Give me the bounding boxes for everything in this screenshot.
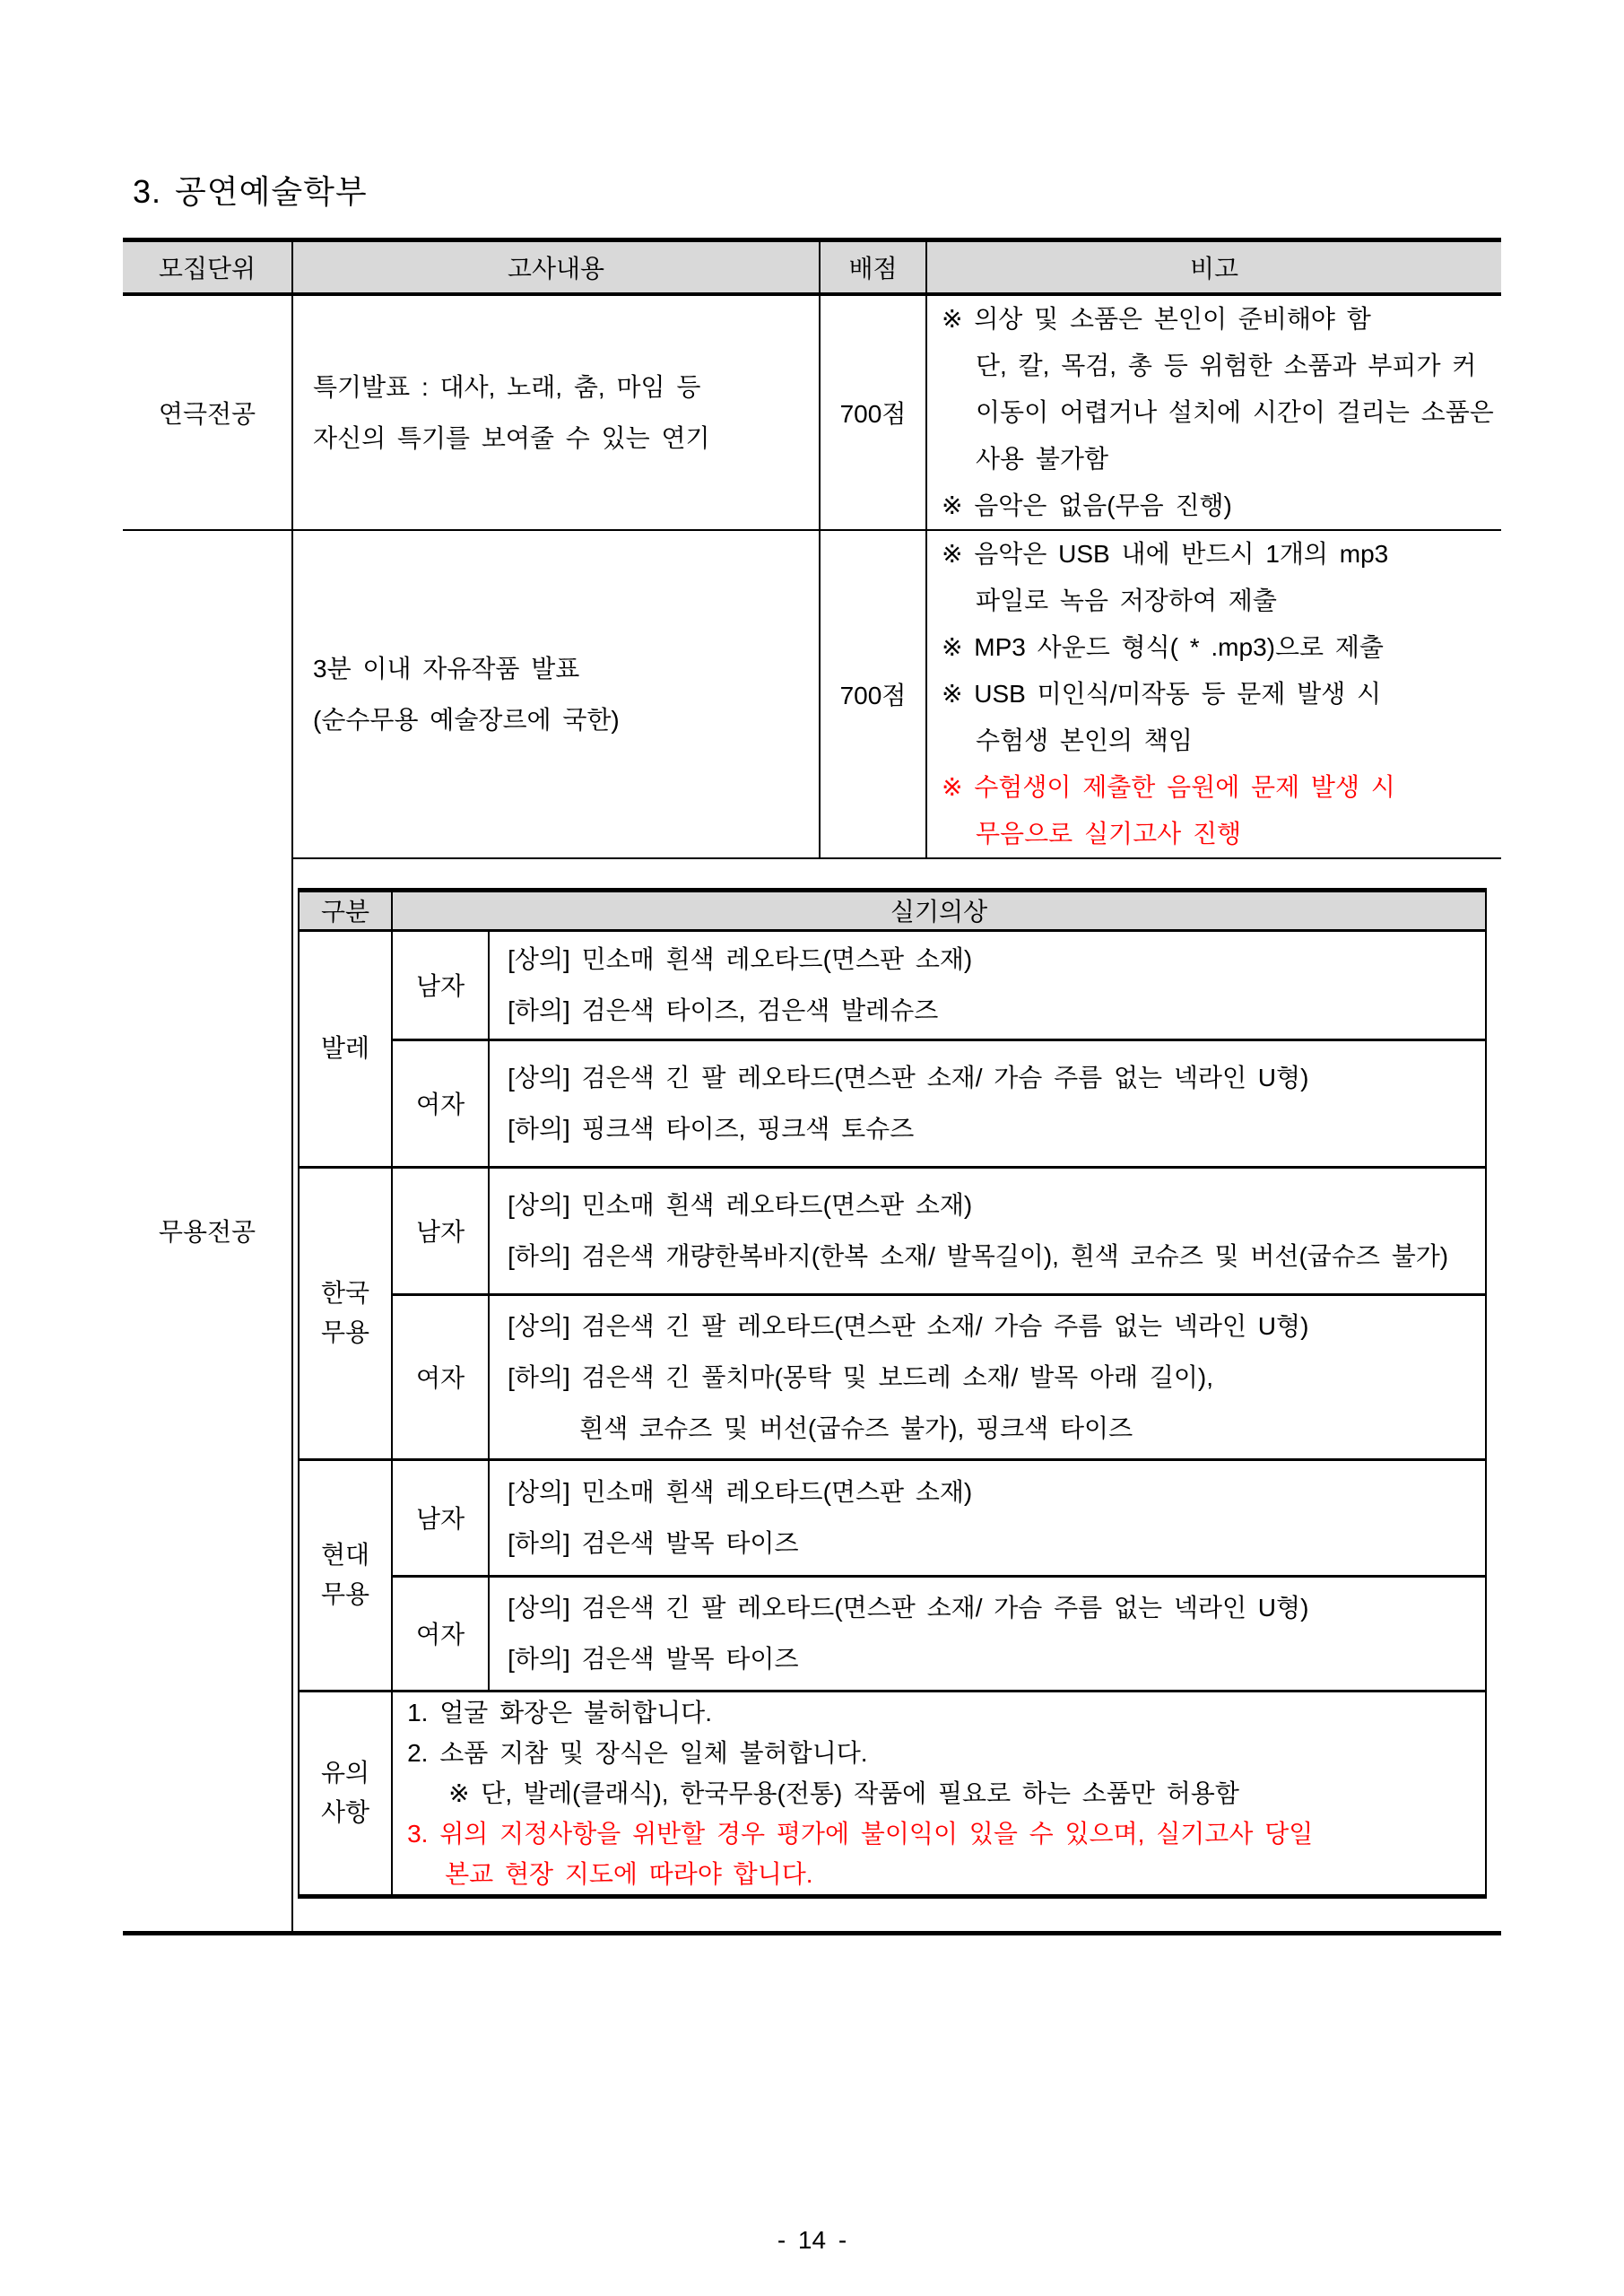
modern-dance-female-costume-cell: [489, 1576, 1486, 1691]
costume-line: [하의] 핑크색 타이즈, 핑크색 토슈즈: [508, 1115, 915, 1143]
header-points: 배점: [820, 240, 926, 294]
costume-line: [하의] 검은색 발목 타이즈: [508, 1529, 799, 1557]
ballet-female-costume-cell: [489, 1039, 1486, 1167]
costume-line: [하의] 검은색 긴 풀치마(몽탁 및 보드레 소재/ 발목 아래 길이),: [508, 1362, 1214, 1391]
korean-dance-male-label: 남자: [392, 1167, 489, 1294]
dance-note-cell: [926, 530, 1501, 858]
costume-area-row: [123, 858, 1501, 1934]
korean-dance-label-cell: [299, 1167, 392, 1459]
category-label: 현대: [320, 1541, 370, 1569]
theater-note-cell: [926, 294, 1501, 530]
notice-line-red: 본교 현장 지도에 따라야 합니다.: [445, 1859, 813, 1888]
dance-content-cell: [292, 530, 820, 858]
note-line-red: ※ 수험생이 제출한 음원에 문제 발생 시: [942, 772, 1395, 801]
theater-points-cell: 700점: [820, 294, 926, 530]
dance-unit-cell: 무용전공: [123, 530, 292, 1934]
notice-row: [299, 1691, 1486, 1896]
exam-table-wrapper: [123, 238, 1501, 1935]
korean-dance-male-costume-cell: [489, 1167, 1486, 1294]
note-line: ※ 음악은 없음(무음 진행): [942, 491, 1232, 519]
modern-dance-male-row: [299, 1459, 1486, 1576]
header-unit: 모집단위: [123, 240, 292, 294]
header-category: 구분: [299, 890, 392, 930]
korean-dance-male-row: [299, 1167, 1486, 1294]
costume-line: [하의] 검은색 타이즈, 검은색 발레슈즈: [508, 996, 939, 1024]
category-label: 무용: [320, 1318, 370, 1346]
theater-content-cell: [292, 294, 820, 530]
theater-unit-cell: 연극전공: [123, 294, 292, 530]
costume-line: 흰색 코슈즈 및 버선(굽슈즈 불가), 핑크색 타이즈: [579, 1413, 1133, 1442]
note-line: 이동이 어렵거나 설치에 시간이 걸리는 소품은: [976, 397, 1494, 426]
note-line: ※ USB 미인식/미작동 등 문제 발생 시: [942, 679, 1382, 708]
ballet-male-costume-cell: [489, 930, 1486, 1039]
modern-dance-female-row: [299, 1576, 1486, 1691]
costume-table: [298, 888, 1487, 1899]
costume-line: [상의] 검은색 긴 팔 레오타드(면스판 소재/ 가슴 주름 없는 넥라인 U형): [508, 1594, 1309, 1622]
ballet-female-label: 여자: [392, 1039, 489, 1167]
theater-content-line: 자신의 특기를 보여줄 수 있는 연기: [313, 423, 710, 452]
dance-points-cell: 700점: [820, 530, 926, 858]
modern-dance-label-cell: [299, 1459, 392, 1691]
header-costume: 실기의상: [392, 890, 1486, 930]
modern-dance-male-costume-cell: [489, 1459, 1486, 1576]
ballet-male-row: [299, 930, 1486, 1039]
costume-line: [상의] 민소매 흰색 레오타드(면스판 소재): [508, 945, 973, 973]
notice-content-cell: [392, 1691, 1486, 1896]
header-note: 비고: [926, 240, 1501, 294]
header-content: 고사내용: [292, 240, 820, 294]
dance-content-line: (순수무용 예술장르에 국한): [313, 705, 620, 734]
dance-row: [123, 530, 1501, 858]
notice-line: ※ 단, 발레(클래식), 한국무용(전통) 작품에 필요로 하는 소품만 허용함: [448, 1779, 1239, 1807]
notice-line-red: 3. 위의 지정사항을 위반할 경우 평가에 불이익이 있을 수 있으며, 실기고사 당일: [407, 1819, 1314, 1848]
ballet-label-cell: [299, 930, 392, 1167]
note-line: 파일로 녹음 저장하여 제출: [976, 586, 1277, 614]
exam-table-header-row: [123, 240, 1501, 294]
note-line-red: 무음으로 실기고사 진행: [976, 819, 1242, 848]
exam-table: [123, 238, 1501, 1935]
notice-line: 1. 얼굴 화장은 불허합니다.: [407, 1698, 713, 1726]
category-label: 사항: [320, 1798, 370, 1826]
costume-line: [상의] 검은색 긴 팔 레오타드(면스판 소재/ 가슴 주름 없는 넥라인 U형): [508, 1311, 1309, 1340]
category-label: 발레: [320, 1034, 370, 1062]
ballet-female-row: [299, 1039, 1486, 1167]
section-title: 3. 공연예술학부: [133, 173, 368, 210]
costume-line: [하의] 검은색 발목 타이즈: [508, 1645, 799, 1673]
korean-dance-female-label: 여자: [392, 1294, 489, 1459]
modern-dance-male-label: 남자: [392, 1459, 489, 1576]
theater-content-line: 특기발표 : 대사, 노래, 춤, 마임 등: [313, 372, 701, 401]
category-label: 무용: [320, 1580, 370, 1608]
korean-dance-female-row: [299, 1294, 1486, 1459]
notice-label-cell: [299, 1691, 392, 1896]
costume-line: [상의] 검은색 긴 팔 레오타드(면스판 소재/ 가슴 주름 없는 넥라인 U형): [508, 1064, 1309, 1091]
dance-content-line: 3분 이내 자유작품 발표: [313, 654, 580, 683]
category-label: 한국: [320, 1279, 370, 1307]
costume-line: [상의] 민소매 흰색 레오타드(면스판 소재): [508, 1478, 973, 1506]
notice-line: 2. 소품 지참 및 장식은 일체 불허합니다.: [407, 1738, 868, 1767]
note-line: ※ 음악은 USB 내에 반드시 1개의 mp3: [942, 539, 1389, 568]
ballet-male-label: 남자: [392, 930, 489, 1039]
costume-line: [하의] 검은색 개량한복바지(한복 소재/ 발목길이), 흰색 코슈즈 및 버선(굽슈즈 불가): [508, 1242, 1449, 1270]
costume-header-row: [299, 890, 1486, 930]
note-line: ※ MP3 사운드 형식( * .mp3)으로 제출: [942, 632, 1384, 661]
note-line: 수험생 본인의 책임: [976, 726, 1193, 754]
costume-table-cell: [292, 858, 1501, 1934]
theater-row: [123, 294, 1501, 530]
page-number: - 14 -: [777, 2226, 847, 2254]
costume-line: [상의] 민소매 흰색 레오타드(면스판 소재): [508, 1191, 973, 1219]
category-label: 유의: [320, 1759, 370, 1787]
modern-dance-female-label: 여자: [392, 1576, 489, 1691]
note-line: 사용 불가함: [976, 444, 1109, 473]
note-line: ※ 의상 및 소품은 본인이 준비해야 함: [942, 304, 1371, 333]
note-line: 단, 칼, 목검, 총 등 위험한 소품과 부피가 커: [976, 351, 1477, 379]
korean-dance-female-costume-cell: [489, 1294, 1486, 1459]
